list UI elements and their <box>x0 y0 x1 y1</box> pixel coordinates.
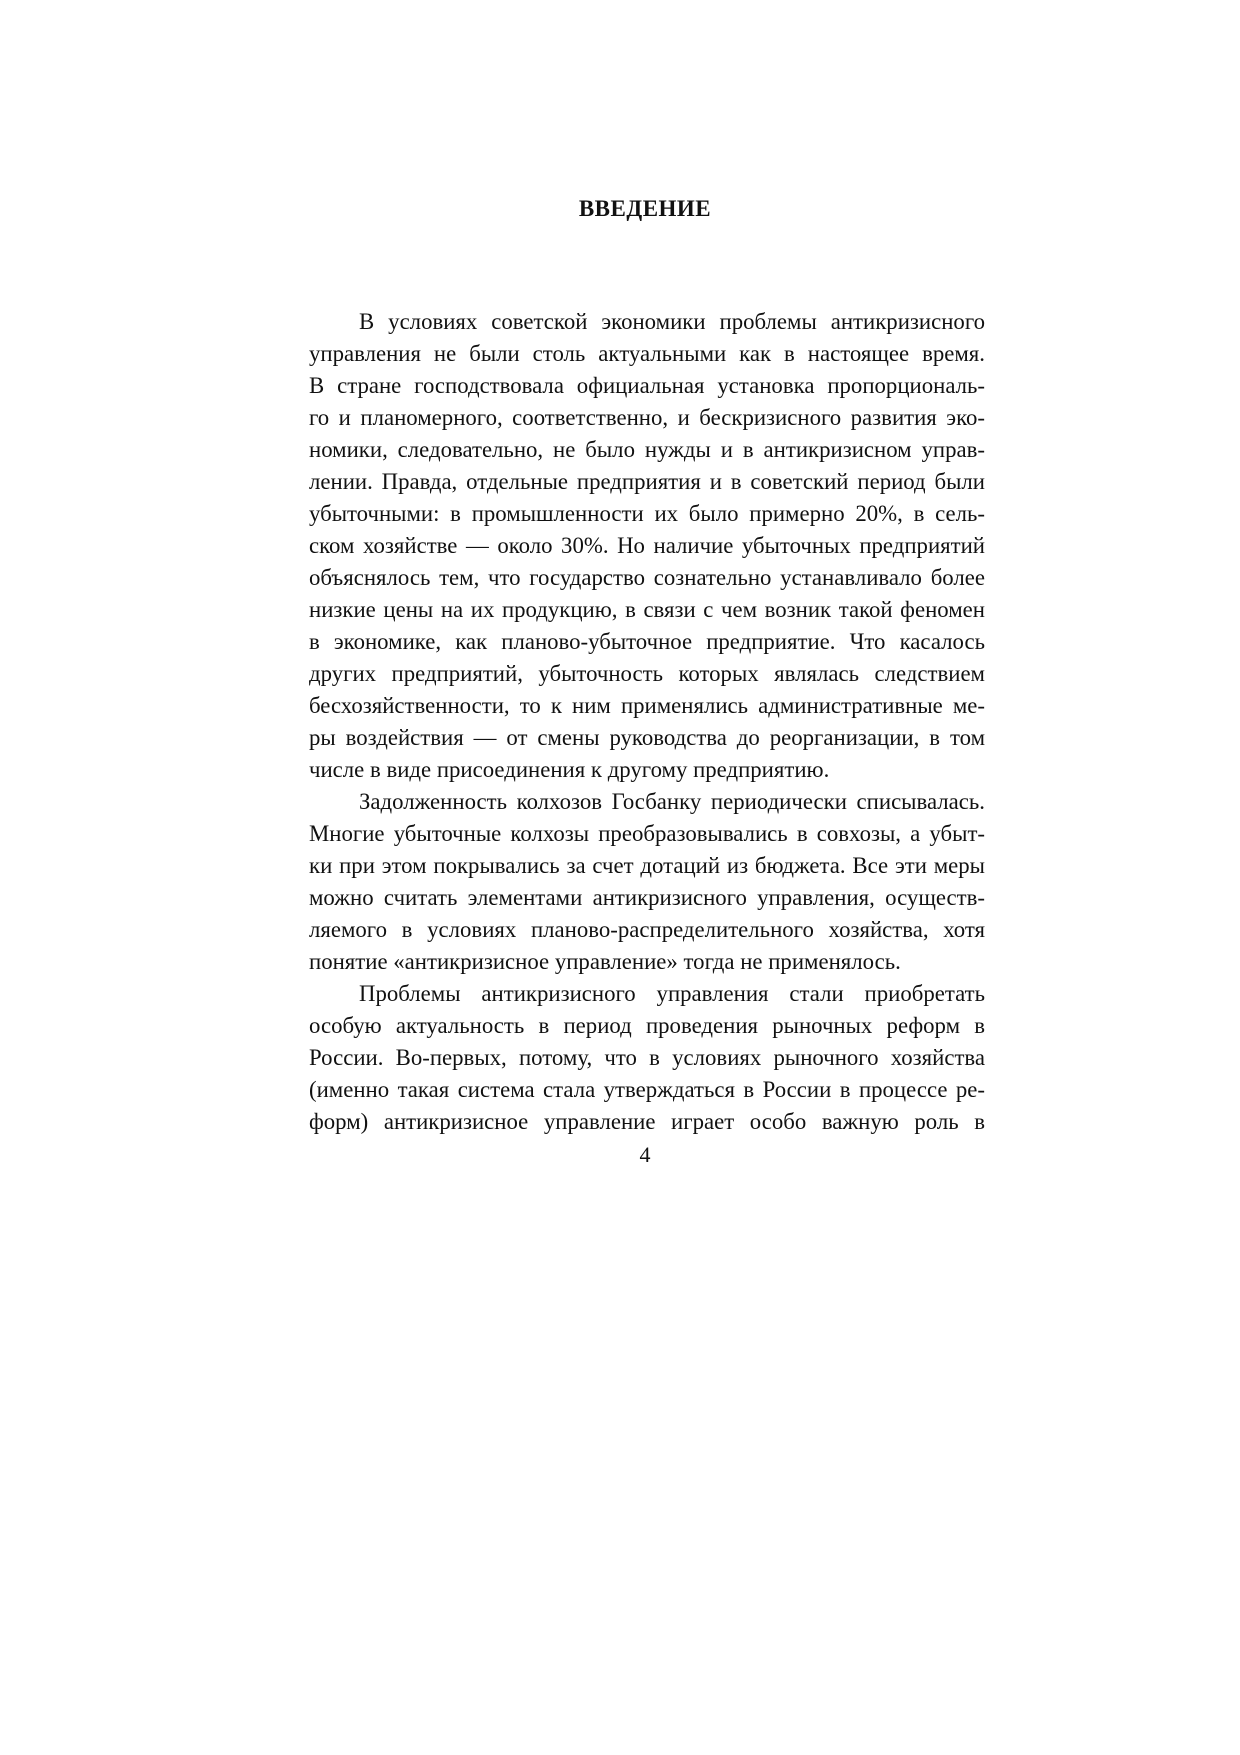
text-line: лении. Правда, отдельные предприятия и в советский период были <box>309 469 985 494</box>
text-line: России. Во-первых, потому, что в условиях рыночного хозяйства <box>309 1045 985 1070</box>
text-line: управления не были столь актуальными как в настоящее время. <box>309 341 985 366</box>
text-line: ки при этом покрывались за счет дотаций из бюджета. Все эти меры <box>309 853 985 878</box>
text-line: других предприятий, убыточность которых являлась следствием <box>309 661 985 686</box>
text-line: ском хозяйстве — около 30%. Но наличие убыточных предприятий <box>309 533 985 558</box>
text-line: бесхозяйственности, то к ним применялись административные ме- <box>309 693 985 718</box>
text-line: объяснялось тем, что государство сознательно устанавливало более <box>309 565 985 590</box>
text-line: убыточными: в промышленности их было примерно 20%, в сель- <box>309 501 985 526</box>
text-line: низкие цены на их продукцию, в связи с чем возник такой феномен <box>309 597 985 622</box>
text-line: Проблемы антикризисного управления стали приобретать <box>359 981 985 1006</box>
text-line: номики, следовательно, не было нужды и в антикризисном управ- <box>309 437 985 462</box>
body-text <box>309 306 985 1138</box>
text-line: в экономике, как планово-убыточное предприятие. Что касалось <box>309 629 985 654</box>
text-line: В условиях советской экономики проблемы антикризисного <box>359 309 985 334</box>
paragraph-3 <box>309 978 985 1138</box>
text-line: можно считать элементами антикризисного управления, осуществ- <box>309 885 985 910</box>
text-line: (именно такая система стала утверждаться в России в процессе ре- <box>309 1077 985 1102</box>
text-line: ляемого в условиях планово-распределительного хозяйства, хотя <box>309 917 985 942</box>
text-line: числе в виде присоединения к другому предприятию. <box>309 757 830 782</box>
text-line: ры воздействия — от смены руководства до реорганизации, в том <box>309 725 985 750</box>
text-line: Задолженность колхозов Госбанку периодически списывалась. <box>359 789 985 814</box>
text-line: особую актуальность в период проведения рыночных реформ в <box>309 1013 985 1038</box>
text-line: форм) антикризисное управление играет особо важную роль в <box>309 1109 985 1134</box>
chapter-heading: ВВЕДЕНИЕ <box>578 196 712 221</box>
text-line: понятие «антикризисное управление» тогда не применялось. <box>309 949 901 974</box>
paragraph-2 <box>309 786 985 978</box>
paragraph-1 <box>309 306 985 786</box>
text-line: В стране господствовала официальная установка пропорциональ- <box>309 373 985 398</box>
text-line: го и планомерного, соответственно, и бескризисного развития эко- <box>309 405 985 430</box>
page-number: 4 <box>639 1142 651 1167</box>
text-line: Многие убыточные колхозы преобразовывались в совхозы, а убыт- <box>309 821 985 846</box>
